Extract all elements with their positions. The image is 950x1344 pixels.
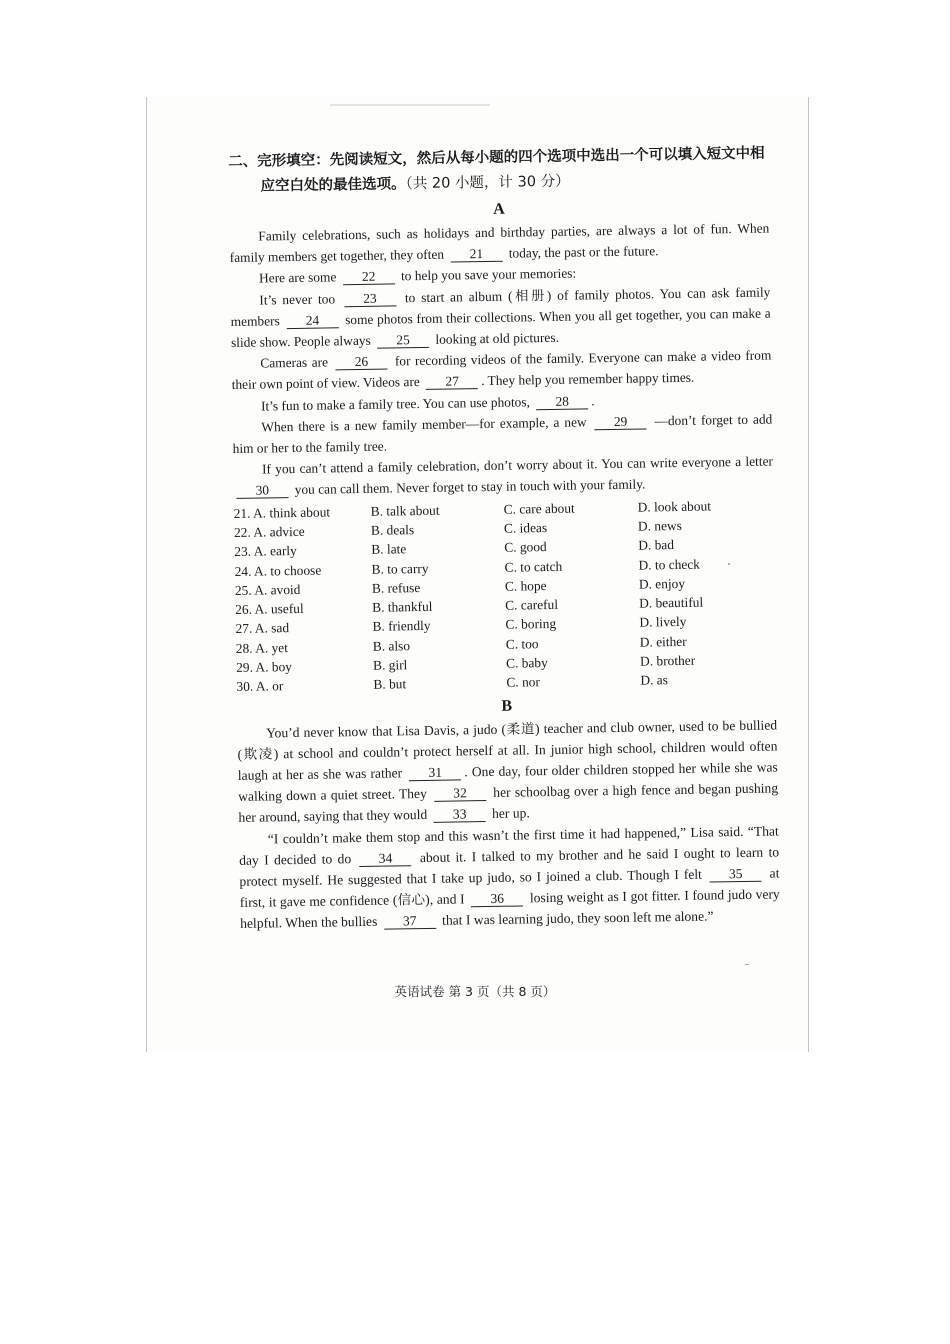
blank-33: 33 [434, 807, 486, 823]
option-b: B. thankful [372, 598, 433, 615]
paragraph-text: her schoolbag over a high fence and began pushing her around, saying that they would [238, 780, 779, 826]
paragraph-text: at first, it gave me confidence (信心), and I [239, 865, 780, 911]
option-d: D. lively [639, 614, 687, 631]
option-a: 30. A. or [236, 678, 284, 695]
blank-22: 22 [343, 270, 395, 286]
blank-26: 26 [335, 355, 387, 371]
section-heading-line2: 应空白处的最佳选项。 [260, 176, 406, 195]
option-b: B. girl [372, 657, 408, 673]
option-a: 27. A. sad [235, 620, 290, 637]
blank-36: 36 [471, 892, 523, 908]
paragraph-text: “I couldn’t make them stop and this wasn’t the first time it had happened,” Lisa said. “That day I decided to do [239, 823, 779, 868]
exam-content [228, 142, 780, 935]
option-a: 28. A. yet [235, 639, 289, 656]
option-b: B. but [373, 676, 407, 693]
blank-37: 37 [384, 914, 436, 930]
option-b: B. talk about [370, 502, 440, 519]
option-c: C. care about [503, 500, 575, 517]
paragraph-text: to start an album (相册) of family photos. You can ask family members [230, 284, 771, 329]
blank-23: 23 [344, 291, 396, 307]
option-d: D. either [639, 633, 687, 650]
option-c: C. ideas [503, 519, 548, 536]
paragraph-text: You’d never know that Lisa Davis, a judo (柔道) teacher and club owner, used to be bullied (欺凌) at school and couldn’t protect herself at all. In junior high school, children would often laugh at her as she was rather [237, 717, 778, 783]
option-b: B. to carry [371, 560, 429, 577]
blank-31: 31 [409, 765, 461, 781]
option-a: 26. A. useful [235, 600, 304, 618]
option-c: C. nor [506, 674, 540, 691]
option-c: C. hope [504, 577, 547, 594]
option-a: 22. A. advice [233, 523, 305, 540]
option-c: C. good [504, 539, 547, 555]
paragraph-text: for recording videos of the family. Everyone can make a video from their own point of view. Videos are [231, 347, 772, 393]
paragraph-text: some photos from their collections. When you all get together, you can make a slide show. People always [230, 305, 771, 350]
option-c: C. careful [505, 596, 559, 613]
option-a: 21. A. think about [233, 504, 331, 521]
option-d: D. brother [639, 652, 696, 669]
option-d: D. to check [638, 556, 701, 573]
option-a: 24. A. to choose [234, 562, 322, 579]
passage-b-title: B [501, 697, 513, 715]
paragraph-text: her up. [488, 805, 530, 822]
option-c: C. boring [505, 616, 557, 633]
section-heading-line1: 二、完形填空：先阅读短文，然后从每小题的四个选项中选出一个可以填入短文中相 [228, 145, 765, 170]
section-points: （共 20 小题，计 30 分） [405, 173, 570, 193]
option-d: D. bad [638, 537, 675, 553]
paragraph [231, 345, 772, 396]
paragraph-text: today, the past or the future. [505, 243, 659, 261]
paragraph-text: —don’t forget to add him or her to the family tree. [232, 411, 773, 456]
scan-smudge [330, 104, 490, 106]
paragraph-text: you can call them. Never forget to stay in touch with your family. [291, 476, 646, 498]
option-b: B. deals [370, 522, 415, 538]
blank-32: 32 [434, 786, 486, 802]
option-a: 23. A. early [234, 543, 297, 560]
blank-27: 27 [426, 375, 478, 391]
option-b: B. also [372, 637, 411, 654]
paragraph-text: It’s fun to make a family tree. You can use photos, [260, 393, 534, 414]
option-d: D. news [637, 517, 682, 534]
option-b: B. friendly [372, 618, 431, 635]
blank-35: 35 [710, 867, 762, 883]
paragraph-text: If you can’t attend a family celebration, don’t worry about it. You can write everyone a letter [261, 453, 774, 477]
paragraph-text: looking at old pictures. [431, 329, 559, 347]
paragraph [233, 451, 774, 502]
option-d: D. beautiful [639, 594, 704, 611]
blank-34: 34 [359, 851, 411, 867]
paragraph [239, 820, 781, 934]
paragraph-text: Cameras are [260, 354, 333, 371]
blank-25: 25 [377, 333, 429, 349]
passage-a-options [234, 495, 777, 696]
section-heading [228, 142, 769, 200]
paragraph-text: Family celebrations, such as holidays and birthday parties, are always a lot of fun. When family members get together, they often [229, 220, 770, 266]
paragraph-text: that I was learning judo, they soon left me alone.” [438, 908, 714, 929]
paragraph-text: losing weight as I got fitter. I found judo very helpful. When the bullies [240, 886, 780, 932]
blank-30: 30 [236, 484, 288, 500]
option-c: C. too [505, 635, 539, 652]
blank-21: 21 [450, 247, 502, 263]
blank-28: 28 [536, 394, 588, 410]
option-d: D. enjoy [638, 575, 686, 592]
paragraph-text: to help you save your memories: [397, 265, 577, 284]
option-a: 25. A. avoid [234, 581, 301, 598]
paragraph [230, 281, 771, 353]
page-footer: 英语试卷 第 3 页（共 8 页） [394, 984, 556, 999]
option-c: C. baby [505, 655, 548, 671]
paragraph-text: Here are some [258, 269, 340, 286]
paragraph-text: When there is a new family member—for example, a new [261, 414, 592, 435]
option-d: D. look about [637, 498, 712, 515]
option-b: B. refuse [371, 579, 421, 596]
scan-speck [745, 964, 749, 965]
paragraph-text: . They help you remember happy times. [481, 370, 695, 389]
scan-right-edge [808, 97, 809, 1052]
passage-a-body [229, 218, 773, 502]
option-b: B. late [371, 541, 407, 558]
option-c: C. to catch [504, 558, 563, 575]
option-a: 29. A. boy [236, 659, 293, 675]
paragraph [237, 714, 779, 828]
passage-a-title: A [493, 200, 505, 218]
blank-24: 24 [286, 313, 338, 329]
paragraph-text: . One day, four older children stopped her while she was walking down a quiet street. They [238, 759, 778, 805]
option-d: D. as [640, 672, 669, 688]
blank-29: 29 [594, 414, 646, 430]
scan-left-edge [146, 97, 147, 1052]
passage-b-body [237, 714, 780, 934]
paragraph-text: . [591, 392, 595, 408]
paragraph-text: It’s never too [259, 290, 342, 308]
paragraph-text: about it. I talked to my brother and he said I ought to learn to protect myself. He suggested that I take up judo, so I joined a club. Though I felt [239, 844, 780, 889]
